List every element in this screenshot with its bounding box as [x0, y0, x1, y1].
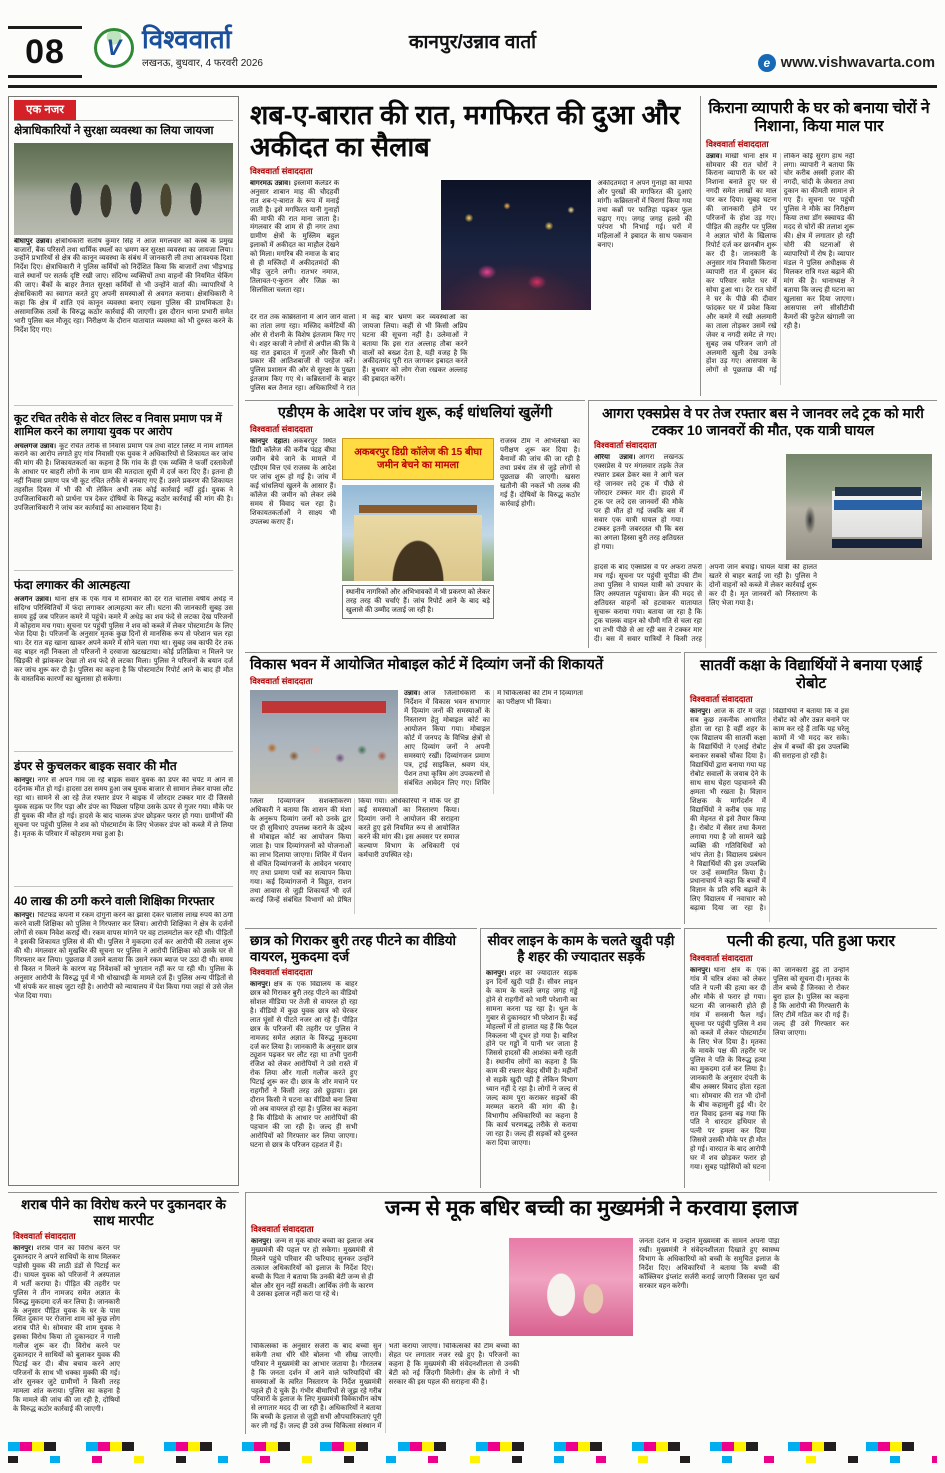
story-headline: कूट रचित तरीके से वोटर लिस्ट व निवास प्रमाण पत्र में शामिल करने का लगाया युवक पर आरोप [14, 412, 222, 438]
story-voter-list-allegation [14, 405, 233, 565]
story-dateline: कानपुर। [251, 1237, 272, 1245]
byline: विश्ववार्ता संवाददाता [706, 138, 769, 149]
story-note-box: स्थानीय नागरिकों और अभिभावकों में भी प्रकरण को लेकर तरह तरह की चर्चाएं हैं। जांच रिपोर्ट आने के बाद बड़े खुलासे की उम्मीद जताई जा रही है। [342, 585, 494, 619]
story-body-left [594, 454, 780, 560]
story-text: जन्म से मूक बधिर बच्ची का इलाज अब मुख्यमंत्री की पहल पर हो सकेगा। मुख्यमंत्री से मिलने पहुंचे परिवार की फरियाद सुनकर उन्होंने तत्काल अधिकारियों को इलाज के निर्देश दिए। बच्ची के पिता ने बताया कि उनकी बेटी जन्म से ही बोल और सुन नहीं सकती। आर्थिक तंगी के कारण वे उसका इलाज नहीं करा पा रहे थे। [251, 1237, 374, 1299]
byline: विश्ववार्ता संवाददाता [690, 953, 753, 964]
story-upper-row [250, 180, 692, 310]
ek-nazar-strip [14, 100, 233, 121]
story-text: शराब पीने का विरोध करने पर दुकानदार ने अपने साथियों के साथ मिलकर पड़ोसी युवक की लाठी डंडों से पिटाई कर दी। घायल युवक को परिजनों ने अस्पताल में भर्ती कराया है। पीड़ित की तहरीर पर पुलिस ने तीन नामजद समेत अज्ञात के विरुद्ध मुकदमा दर्ज कर लिया है। जानकारी के अनुसार पीड़ित युवक के घर के पास स्थित दुकान पर रोजाना शाम को कुछ लोग शराब पीते थे। सोमवार की शाम युवक ने इसका विरोध किया तो दुकानदार ने गाली गलौज शुरू कर दी। विरोध करने पर दुकानदार ने साथियों को बुलाकर युवक की पिटाई कर दी। बीच बचाव करने आए परिजनों के साथ भी धक्का मुक्की की गई। शोर सुनकर जुटे ग्रामीणों ने किसी तरह मामला शांत कराया। पुलिस का कहना है कि मामले की जांच की जा रही है, दोषियों के विरुद्ध कठोर कार्रवाई की जाएगी। [13, 1244, 120, 1413]
story-expressway-accident [588, 400, 937, 648]
story-dateline: कानपुर। [690, 708, 711, 716]
story-headline: विकास भवन में आयोजित मोबाइल कोर्ट में दिव्यांग जनों की शिकायतें [250, 657, 604, 673]
story-teacher-fraud-arrest [14, 886, 233, 1064]
story-body-right [500, 438, 580, 636]
story-headline: डंपर से कुचलकर बाइक सवार की मौत [14, 758, 177, 773]
story-upper-row [594, 454, 932, 560]
story-mobile-court [245, 652, 681, 924]
story-text: कूट रचित तरीके से निवास प्रमाण पत्र तथा वोटर लिस्ट में नाम शामिल कराने का आरोप लगाते हुए गांव निवासी एक युवक ने अधिकारियों से शिकायत कर जांच की मांग की है। शिकायतकर्ता का कहना है कि गांव के ही एक व्यक्ति ने फर्जी दस्तावेजों के आधार पर बाहरी लोगों के नाम ग्राम की मतदाता सूची में दर्ज करा दिए हैं। इतना ही नहीं निवास प्रमाण पत्र भी कूट रचित तरीके से बनवाए गए हैं। उसने प्रकरण की शिकायत तहसील दिवस में भी की थी लेकिन अभी तक कोई कार्रवाई नहीं हुई। युवक ने उपजिलाधिकारी को प्रार्थना पत्र देकर दोषियों के विरुद्ध कठोर कार्रवाई की मांग की है। उपजिलाधिकारी ने जांच कर कार्रवाई का आश्वासन दिया है। [14, 442, 233, 513]
story-headline: फंदा लगाकर की आत्महत्या [14, 577, 130, 592]
story-body-bottom [594, 564, 932, 648]
story-text: चिटफंड कंपनी में रकम दोगुनी करने का झांसा देकर चालीस लाख रुपये की ठगी करने वाली शिक्षिका को पुलिस ने गिरफ्तार कर लिया। आरोपी शिक्षिका ने क्षेत्र के दर्जनों लोगों से रकम निवेश कराई थी। रकम वापस मांगने पर वह टालमटोल कर रही थी। पीड़ितों ने इसकी शिकायत पुलिस से की थी। पुलिस ने मुकदमा दर्ज कर आरोपी की तलाश शुरू की थी। मंगलवार को मुखबिर की सूचना पर पुलिस ने आरोपी शिक्षिका को उसके घर से गिरफ्तार कर लिया। पूछताछ में उसने बताया कि उसने रकम ब्याज पर उठा दी थी। समय से किस्त न मिलने के कारण वह निवेशकों को भुगतान नहीं कर पा रही थी। पुलिस के अनुसार आरोपी के विरुद्ध पूर्व में भी धोखाधड़ी के मामले दर्ज हैं। पुलिस अन्य पीड़ितों से भी संपर्क कर साक्ष्य जुटा रही है। आरोपी को न्यायालय में पेश किया गया जहां से उसे जेल भेज दिया गया। [14, 911, 233, 1000]
story-suicide-by-hanging [14, 570, 233, 746]
story-text: क्षेत्र के एक विद्यालय के बाहर छात्र को गिराकर बुरी तरह पीटने का वीडियो सोशल मीडिया पर तेजी से वायरल हो रहा है। वीडियो में कुछ युवक छात्र को घेरकर लात घूंसों से पीटते नजर आ रहे हैं। पीड़ित छात्र के परिजनों की तहरीर पर पुलिस ने नामजद समेत अज्ञात के विरुद्ध मुकदमा दर्ज कर लिया है। जानकारी के अनुसार छात्र ट्यूशन पढ़कर घर लौट रहा था तभी पुरानी रंजिश को लेकर आरोपियों ने उसे रास्ते में रोक लिया और गाली गलौज करते हुए पिटाई शुरू कर दी। छात्र के शोर मचाने पर राहगीरों ने किसी तरह उसे छुड़ाया। इस दौरान किसी ने घटना का वीडियो बना लिया जो अब वायरल हो रहा है। पुलिस का कहना है कि वीडियो के आधार पर आरोपियों की पहचान की जा रही है। जल्द ही सभी आरोपियों को गिरफ्तार कर लिया जाएगा। घटना से छात्र के परिजन दहशत में हैं। [250, 980, 358, 1149]
story-text: अकीदतमंदों ने अपने गुनाहों की माफी और पुरखों की मगफिरत की दुआएं मांगीं। कब्रिस्तानों में चिरागां किया गया तथा कब्रों पर फातिहा पढ़कर फूल चढ़ाए गए। जगह जगह हलवे की परंपरा भी निभाई गई। घरों में महिलाओं ने इबादत के साथ पकवान बनाए। [597, 179, 692, 250]
byline: विश्ववार्ता संवाददाता [13, 1230, 76, 1241]
story-body-bottom [251, 1343, 932, 1433]
story-text: थाना क्षेत्र के एक गांव में सोमवार की देर रात चालीस वर्षीय अधेड़ ने संदिग्ध परिस्थितियों में फंदा लगाकर आत्महत्या कर ली। घटना की जानकारी सुबह उस समय हुई जब परिजन कमरे में पहुंचे। कमरे में अधेड़ का शव फंदे से लटका देख परिजनों में कोहराम मच गया। सूचना पर पहुंची पुलिस ने शव को कब्जे में लेकर पोस्टमार्टम के लिए भेज दिया है। परिजनों के अनुसार मृतक कुछ दिनों से मानसिक रूप से परेशान चल रहा था। देर रात वह खाना खाकर अपने कमरे में सोने चला गया था। सुबह जब काफी देर तक वह बाहर नहीं निकला तो परिजनों ने दरवाजा खटखटाया। कोई प्रतिक्रिया न मिलने पर खिड़की से झांककर देखा तो शव फंदे से लटका मिला। पुलिस ने परिजनों के बयान दर्ज कर जांच शुरू कर दी है। पुलिस का कहना है कि पोस्टमार्टम रिपोर्ट आने के बाद ही मौत के वास्तविक कारणों का खुलासा हो सकेगा। [14, 595, 233, 684]
story-dateline: कानपुर। [14, 776, 35, 784]
globe-icon: e [758, 54, 776, 72]
girl-treatment-photo [509, 1238, 633, 1336]
story-body [14, 238, 233, 400]
byline: विश्ववार्ता संवाददाता [250, 165, 313, 176]
story-dateline: बीघापुर उन्नाव। [14, 237, 53, 245]
story-text: चिकित्सकों के अनुसार सर्जरी के बाद बच्ची सुन सकेगी तथा धीरे धीरे बोलना भी सीख जाएगी। परिवार ने मुख्यमंत्री का आभार जताया है। गौरतलब है कि जनता दर्शन में आने वाले फरियादियों की समस्याओं के त्वरित निस्तारण के निर्देश मुख्यमंत्री पहले ही दे चुके हैं। गंभीर बीमारियों से जूझ रहे गरीब परिवारों के इलाज के लिए मुख्यमंत्री विवेकाधीन कोष से लगातार मदद दी जा रही है। अधिकारियों ने बताया कि बच्ची के इलाज से जुड़ी सभी औपचारिकताएं पूरी कर ली गई हैं। जल्द ही उसे उच्च चिकित्सा संस्थान में भर्ती कराया जाएगा। चिकित्सकों की टीम बच्ची की सेहत पर लगातार नजर रखे हुए है। परिजनों का कहना है कि मुख्यमंत्री की संवेदनशीलता से उनकी बेटी को नई जिंदगी मिलेगी। क्षेत्र के लोगों ने भी सरकार की इस पहल की सराहना की है। [251, 1342, 520, 1431]
story-headline: सातवीं कक्षा के विद्यार्थियों ने बनाया एआई रोबोट [700, 657, 922, 692]
story-headline: किराना व्यापारी के घर को बनाया चोरों ने निशाना, किया माल पार [708, 100, 930, 136]
story-body-bottom [250, 798, 676, 914]
section-title: कानपुर/उन्नाव वार्ता [408, 32, 537, 53]
story-dumper-bike-accident [14, 751, 233, 881]
story-upper-row [250, 690, 676, 794]
website-url: www.vishwavarta.com [780, 55, 935, 71]
ek-nazar-label: एक नजर [14, 100, 76, 120]
story-body [486, 970, 676, 1162]
story-upper-row [251, 1238, 932, 1338]
story-text: देर रात तक कब्रिस्तानों में आने जाने वालों का तांता लगा रहा। मस्जिद कमेटियों की ओर से रोशनी के विशेष इंतजाम किए गए थे। शहर काजी ने लोगों से अपील की कि वे यह रात इबादत में गुजारें और किसी भी प्रकार की आतिशबाजी से परहेज करें। पुलिस प्रशासन की ओर से सुरक्षा के पुख्ता इंतजाम किए गए थे। कब्रिस्तानों के बाहर पुलिस बल तैनात रहा। अधिकारियों ने रात में कई बार भ्रमण कर व्यवस्थाओं का जायजा लिया। कहीं से भी किसी अप्रिय घटना की सूचना नहीं है। उलेमाओं ने बताया कि इस रात अल्लाह तौबा करने वालों को बख्श देता है, यही वजह है कि अकीदतमंद पूरी रात जागकर इबादत करते हैं। बुधवार को लोग रोजा रखकर अल्लाह की इबादत करेंगे। [250, 313, 468, 393]
story-body-right [639, 1238, 927, 1338]
story-text: क्षेत्राधिकारी संतोष कुमार सिंह ने आज मंगलवार को कस्बे के प्रमुख बाजारों, बैंक परिसरों तथा धार्मिक स्थलों का भ्रमण कर सुरक्षा व्यवस्था का जायजा लिया। उन्होंने प्रभारियों से क्षेत्र की कानून व्यवस्था के संबंध में जानकारी ली तथा आवश्यक दिशा निर्देश दिए। क्षेत्राधिकारी ने पुलिस कर्मियों को निर्देशित किया कि बाजारों तथा भीड़भाड़ वाले स्थानों पर सतर्क दृष्टि रखी जाए। संदिग्ध व्यक्तियों तथा वाहनों की नियमित चेकिंग की जाए। बैंकों के बाहर तैनात सुरक्षा कर्मियों से भी उन्होंने वार्ता की। व्यापारियों ने क्षेत्राधिकारी का स्वागत करते हुए अपनी समस्याओं से अवगत कराया। क्षेत्राधिकारी ने कहा कि क्षेत्र में शांति एवं कानून व्यवस्था बनाए रखना पुलिस की प्राथमिकता है। असामाजिक तत्वों के विरुद्ध कठोर कार्रवाई की जाएगी। इस दौरान थाना प्रभारी समेत भारी पुलिस बल मौजूद रहा। निरीक्षण के दौरान यातायात व्यवस्था को भी दुरुस्त करने के निर्देश दिए गए। [14, 237, 233, 335]
story-content-row [250, 438, 580, 636]
story-text: हादसे के बाद एक्सप्रेस वे पर अफरा तफरी मच गई। सूचना पर पहुंची यूपीडा की टीम तथा पुलिस ने घायल यात्री को उपचार के लिए अस्पताल पहुंचाया। क्रेन की मदद से क्षतिग्रस्त वाहनों को हटवाकर यातायात सुचारू कराया गया। बताया जा रहा है कि ट्रक चालक वाहन को धीमी गति से चला रहा था तभी पीछे से आ रही बस ने टक्कर मार दी। बस में सवार यात्रियों ने किसी तरह अपनी जान बचाई। घायल यात्री की हालत खतरे से बाहर बताई जा रही है। पुलिस ने दोनों वाहनों को कब्जे में लेकर कार्रवाई शुरू कर दी है। मृत जानवरों को निस्तारण के लिए भेजा गया है। [594, 564, 817, 643]
story-headline: 40 लाख की ठगी करने वाली शिक्षिका गिरफ्तार [14, 893, 215, 908]
story-text: जनता दर्शन में उन्होंने मुख्यमंत्री के सामने अपनी पीड़ा रखी। मुख्यमंत्री ने संवेदनशीलता दिखाते हुए स्वास्थ्य विभाग के अधिकारियों को बच्ची के समुचित इलाज के निर्देश दिए। अधिकारियों ने बताया कि बच्ची की कॉक्लियर इंप्लांट सर्जरी कराई जाएगी जिसका पूरा खर्च सरकार वहन करेगी। [639, 1237, 780, 1290]
story-body [14, 596, 233, 746]
story-dateline: बांगरमऊ उन्नाव। [250, 179, 291, 187]
story-dateline: कानपुर। [250, 980, 271, 988]
story-body-bottom [250, 314, 692, 396]
mobile-court-crowd-photo [250, 690, 398, 794]
story-dateline: उन्नाव। [404, 690, 421, 698]
edition-dateline: लखनऊ, बुधवार, 4 फरवरी 2026 [142, 58, 263, 69]
byline: विश्ववार्ता संवाददाता [250, 676, 313, 687]
story-liquor-protest-assault [8, 1192, 239, 1434]
story-body [250, 981, 472, 1179]
registration-marks-row2 [8, 1456, 937, 1463]
story-body-right [404, 690, 676, 794]
story-headline: शराब पीने का विरोध करने पर दुकानदार के साथ मारपीट [21, 1197, 226, 1228]
page-header [8, 20, 937, 88]
story-dateline: कानपुर। [14, 911, 35, 919]
story-dateline: कानपुर। [13, 1244, 34, 1252]
story-body [14, 777, 233, 881]
story-body-right [597, 180, 692, 310]
story-headline: छात्र को गिराकर बुरी तरह पीटने का वीडियो वायरल, मुकदमा दर्ज [250, 933, 457, 964]
story-headline: जन्म से मूक बधिर बच्ची का मुख्यमंत्री ने करवाया इलाज [385, 1197, 798, 1220]
story-cm-treatment-girl [245, 1192, 937, 1434]
byline: विश्ववार्ता संवाददाता [250, 966, 313, 977]
story-headline: क्षेत्राधिकारियों ने सुरक्षा व्यवस्था का लिया जायजा [14, 125, 214, 137]
story-headline: शब-ए-बारात की रात, मगफिरत की दुआ और अकीदत का सैलाब [250, 100, 681, 162]
story-dateline: कानपुर। [486, 969, 507, 977]
story-headline: एडीएम के आदेश पर जांच शुरू, कई धांधलियां खुलेंगी [277, 405, 553, 421]
story-body [13, 1245, 234, 1425]
story-dateline: अजगैन उन्नाव। [14, 595, 52, 603]
story-security-inspection [14, 125, 233, 400]
story-media-stack [342, 438, 494, 636]
story-adm-inquiry [245, 400, 585, 648]
story-body [14, 443, 233, 565]
story-text: थाना क्षेत्र के एक गांव में चरित्र शंका को लेकर पति ने पत्नी की हत्या कर दी और मौके से फरार हो गया। घटना की जानकारी होते ही गांव में सनसनी फैल गई। सूचना पर पहुंची पुलिस ने शव को कब्जे में लेकर पोस्टमार्टम के लिए भेज दिया है। मृतका के मायके पक्ष की तहरीर पर पुलिस ने पति के विरुद्ध हत्या का मुकदमा दर्ज कर लिया है। जानकारी के अनुसार दंपती के बीच अक्सर विवाद होता रहता था। सोमवार की रात भी दोनों के बीच कहासुनी हुई थी। देर रात विवाद इतना बढ़ गया कि पति ने धारदार हथियार से पत्नी पर हमला कर दिया जिससे उसकी मौके पर ही मौत हो गई। वारदात के बाद आरोपी घर में शव छोड़कर फरार हो गया। सुबह पड़ोसियों को घटना की जानकारी हुई तो उन्होंने पुलिस को सूचना दी। मृतका के तीन बच्चे हैं जिनका रो रोकर बुरा हाल है। पुलिस का कहना है कि आरोपी की गिरफ्तारी के लिए टीमें गठित कर दी गई हैं। जल्द ही उसे गिरफ्तार कर लिया जाएगा। [690, 967, 849, 1172]
story-shab-e-barat [245, 96, 697, 396]
story-headline: आगरा एक्सप्रेस वे पर तेज रफ्तार बस ने जानवर लदे ट्रक को मारी टक्कर 10 जानवरों की मौत, एक यात्री घायल [602, 405, 924, 438]
story-text: नगर से अपने गांव जा रहे बाइक सवार युवक की डंपर की चपेट में आने से दर्दनाक मौत हो गई। हादसा उस समय हुआ जब युवक बाजार से सामान लेकर वापस लौट रहा था। सामने से आ रहे तेज रफ्तार डंपर ने बाइक में जोरदार टक्कर मार दी जिससे युवक सड़क पर गिर पड़ा और डंपर का पिछला पहिया उसके ऊपर से गुजर गया। मौके पर ही युवक की मौत हो गई। हादसे के बाद चालक डंपर छोड़कर फरार हो गया। ग्रामीणों की सूचना पर पहुंची पुलिस ने शव को पोस्टमार्टम के लिए भेजकर डंपर को कब्जे में ले लिया है। मृतक के परिवार में कोहराम मचा हुआ है। [14, 776, 233, 838]
story-body-left [250, 438, 336, 636]
bus-crash-photo [786, 454, 932, 560]
case-highlight-box: अकबरपुर डिग्री कॉलेज की 15 बीघा जमीन बेचने का मामला [342, 438, 494, 480]
story-body [690, 967, 932, 1181]
byline: विश्ववार्ता संवाददाता [250, 424, 313, 435]
story-student-beating-video [245, 928, 477, 1188]
masthead-title: विश्ववार्ता [142, 24, 232, 54]
byline: विश्ववार्ता संवाददाता [690, 694, 753, 705]
story-text: मांखी थाना क्षेत्र में सोमवार की रात चोरों ने किराना व्यापारी के घर को निशाना बनाते हुए घर से नगदी समेत लाखों का माल पार कर दिया। सुबह घटना की जानकारी होने पर परिजनों के होश उड़ गए। पीड़ित की तहरीर पर पुलिस ने अज्ञात चोरों के खिलाफ रिपोर्ट दर्ज कर छानबीन शुरू कर दी है। जानकारी के अनुसार गांव निवासी किराना व्यापारी रात में दुकान बंद कर परिवार समेत घर में सोया हुआ था। देर रात चोरों ने घर के पीछे की दीवार फांदकर घर में प्रवेश किया और कमरे में रखी अलमारी का ताला तोड़कर उसमें रखे जेवर व नगदी समेट ले गए। सुबह जब परिजन जागे तो अलमारी खुली देख उनके होश उड़ गए। आसपास के लोगों से पूछताछ की गई लेकिन कोई सुराग हाथ नहीं लगा। व्यापारी ने बताया कि चोर करीब अस्सी हजार की नगदी, चांदी के जेवरात तथा दुकान का कीमती सामान ले गए हैं। सूचना पर पहुंची पुलिस ने मौके का निरीक्षण किया तथा डॉग स्क्वायड की मदद से चोरों की तलाश शुरू की। क्षेत्र में लगातार हो रही चोरी की घटनाओं से व्यापारियों में रोष है। व्यापार मंडल ने पुलिस अधीक्षक से मिलकर रात्रि गश्त बढ़ाने की मांग की है। थानाध्यक्ष ने बताया कि जल्द ही घटना का खुलासा कर दिया जाएगा। आसपास लगे सीसीटीवी कैमरों की फुटेज खंगाली जा रही है। [706, 152, 855, 375]
story-headline: पत्नी की हत्या, पति हुआ फरार [726, 933, 896, 950]
website-block [758, 54, 935, 72]
story-text: आज के दौर में जहां सब कुछ तकनीक आधारित होता जा रहा है वहीं शहर के एक विद्यालय की सातवीं कक्षा के विद्यार्थियों ने एआई रोबोट बनाकर सबको चौंका दिया है। विद्यार्थियों द्वारा बनाया गया यह रोबोट सवालों के जवाब देने के साथ साथ चेहरा पहचानने की क्षमता भी रखता है। विज्ञान शिक्षक के मार्गदर्शन में विद्यार्थियों ने करीब एक माह की मेहनत से इसे तैयार किया है। रोबोट में सेंसर तथा कैमरा लगाया गया है जो सामने खड़े व्यक्ति की गतिविधियों को भांप लेता है। विद्यालय प्रबंधन ने विद्यार्थियों की इस उपलब्धि पर उन्हें सम्मानित किया है। प्रधानाचार्य ने कहा कि बच्चों में विज्ञान के प्रति रुचि बढ़ाने के लिए विद्यालय में नवाचार को बढ़ावा दिया जा रहा है। विद्यार्थियों ने बताया कि वे इस रोबोट को और उन्नत बनाने पर काम कर रहे हैं ताकि यह घरेलू कामों में भी मदद कर सके। क्षेत्र में बच्चों की इस उपलब्धि की सराहना हो रही है। [690, 708, 849, 913]
left-news-column [8, 96, 239, 1186]
page-number: 08 [25, 33, 65, 71]
shab-e-barat-night-photo [441, 180, 591, 310]
story-text: शहर की ज्यादातर सड़कें इन दिनों खुदी पड़ी हैं। सीवर लाइन के काम के चलते जगह जगह गड्ढे होने से राहगीरों को भारी परेशानी का सामना करना पड़ रहा है। धूल के गुबार से दुकानदार भी परेशान हैं। कई मोहल्लों में तो हालात यह हैं कि पैदल निकलना भी दूभर हो गया है। बारिश होने पर गड्ढों में पानी भर जाता है जिससे हादसों की आशंका बनी रहती है। स्थानीय लोगों का कहना है कि काम की रफ्तार बेहद धीमी है। महीनों से सड़कें खुदी पड़ी हैं लेकिन विभाग ध्यान नहीं दे रहा है। लोगों ने जल्द से जल्द काम पूरा कराकर सड़कों की मरम्मत कराने की मांग की है। विभागीय अधिकारियों का कहना है कि कार्य चरणबद्ध तरीके से कराया जा रहा है। जल्द ही सड़कों को दुरुस्त करा दिया जाएगा। [486, 969, 578, 1147]
story-dateline: कानपुर देहात। [250, 438, 290, 446]
masthead-logo-icon: V [94, 28, 134, 68]
story-body-left [250, 180, 435, 310]
masthead-brand [94, 26, 263, 69]
story-text: राजस्व टीम ने अभिलेखों का परीक्षण शुरू कर दिया है। बैनामों की जांच की जा रही है तथा प्रबंध तंत्र से जुड़े लोगों से पूछताछ की जाएगी। खसरा खतौनी की नकलें भी तलब की गई हैं। दोषियों के विरुद्ध कठोर कार्रवाई होगी। [500, 438, 580, 508]
story-dateline: कानपुर। [690, 967, 711, 975]
story-text: आज जिलाधिकारी के निर्देशन में विकास भवन सभागार में दिव्यांग जनों की समस्याओं के निस्तारण हेतु मोबाइल कोर्ट का आयोजन किया गया। मोबाइल कोर्ट में जनपद के विभिन्न क्षेत्रों से आए दिव्यांग जनों ने अपनी समस्याएं रखीं। दिव्यांगजन प्रमाण पत्र, ट्राई साइकिल, श्रवण यंत्र, पेंशन तथा कृत्रिम अंग उपकरणों से संबंधित आवेदन लिए गए। शिविर में चिकित्सकों की टीम ने दिव्यांगता का परीक्षण भी किया। [404, 690, 583, 787]
page-number-box [8, 26, 82, 78]
degree-college-gate-photo [342, 485, 494, 581]
byline: विश्ववार्ता संवाददाता [594, 440, 657, 451]
story-body [706, 153, 932, 385]
story-headline: सीवर लाइन के काम के चलते खुदी पड़ी है शहर की ज्यादातर सड़कें [487, 933, 675, 964]
story-dateline: औरैया उन्नाव। [594, 454, 636, 462]
story-text: अकबरपुर स्थित डिग्री कॉलेज की करीब पंद्रह बीघा जमीन बेचे जाने के मामले में एडीएम वित्त एवं राजस्व के आदेश पर जांच शुरू हो गई है। जांच में कई धांधलियां खुलने के आसार हैं। कॉलेज की जमीन को लेकर लंबे समय से विवाद चल रहा है। शिकायतकर्ताओं ने साक्ष्य भी उपलब्ध कराए हैं। [250, 438, 336, 526]
story-body [14, 912, 233, 1064]
story-ai-robot [684, 652, 937, 924]
story-body-left [251, 1238, 503, 1338]
byline: विश्ववार्ता संवाददाता [251, 1223, 314, 1234]
story-grocer-burglary [700, 96, 937, 396]
story-text: जिला दिव्यांगजन सशक्तीकरण अधिकारी ने बताया कि शासन की मंशा के अनुरूप दिव्यांग जनों को उनके द्वार पर ही सुविधाएं उपलब्ध कराने के उद्देश्य से मोबाइल कोर्ट का आयोजन किया जाता है। पात्र दिव्यांगजनों को योजनाओं का लाभ दिलाया जाएगा। शिविर में पेंशन से वंचित दिव्यांगजनों के आवेदन भरवाए गए तथा प्रमाण पत्रों का सत्यापन किया गया। कई दिव्यांगजनों ने विद्युत, राशन तथा आवास से जुड़ी शिकायतें भी दर्ज कराईं जिन्हें संबंधित विभागों को प्रेषित किया गया। अधिकारियों ने मौके पर ही कई समस्याओं का निस्तारण किया। दिव्यांग जनों ने आयोजन की सराहना करते हुए इसे नियमित रूप से आयोजित करने की मांग की। इस अवसर पर समाज कल्याण विभाग के अधिकारी एवं कर्मचारी उपस्थित रहे। [250, 798, 460, 904]
story-text: आगरा लखनऊ एक्सप्रेस वे पर मंगलवार तड़के तेज रफ्तार डबल डेकर बस ने आगे चल रहे जानवर लदे ट्रक में पीछे से जोरदार टक्कर मार दी। हादसे में ट्रक पर लदे दस जानवरों की मौके पर ही मौत हो गई जबकि बस में सवार एक यात्री घायल हो गया। टक्कर इतनी जबरदस्त थी कि बस का अगला हिस्सा बुरी तरह क्षतिग्रस्त हो गया। [594, 454, 684, 551]
story-dateline: उन्नाव। [706, 152, 723, 160]
story-text: इस्लामी कैलेंडर के अनुसार शाबान माह की चौदहवीं रात शब-ए-बारात के रूप में मनाई जाती है। इसे मगफिरत यानी गुनाहों की माफी की रात माना जाता है। मंगलवार की शाम से ही नगर तथा ग्रामीण क्षेत्रों के मुस्लिम बहुल इलाकों में अकीदत का माहौल देखने को मिला। मगरिब की नमाज के बाद से ही मस्जिदों में अकीदतमंदों की भीड़ जुटने लगी। रातभर नमाज, तिलावत-ए-कुरान और जिक्र का सिलसिला चलता रहा। [250, 179, 340, 295]
story-dateline: अचलगंज उन्नाव। [14, 442, 57, 450]
registration-marks-row1 [8, 1442, 937, 1451]
police-inspection-photo [14, 143, 233, 235]
story-body [690, 708, 932, 922]
story-wife-murder [684, 928, 937, 1188]
story-sewer-line-roads [480, 928, 681, 1188]
